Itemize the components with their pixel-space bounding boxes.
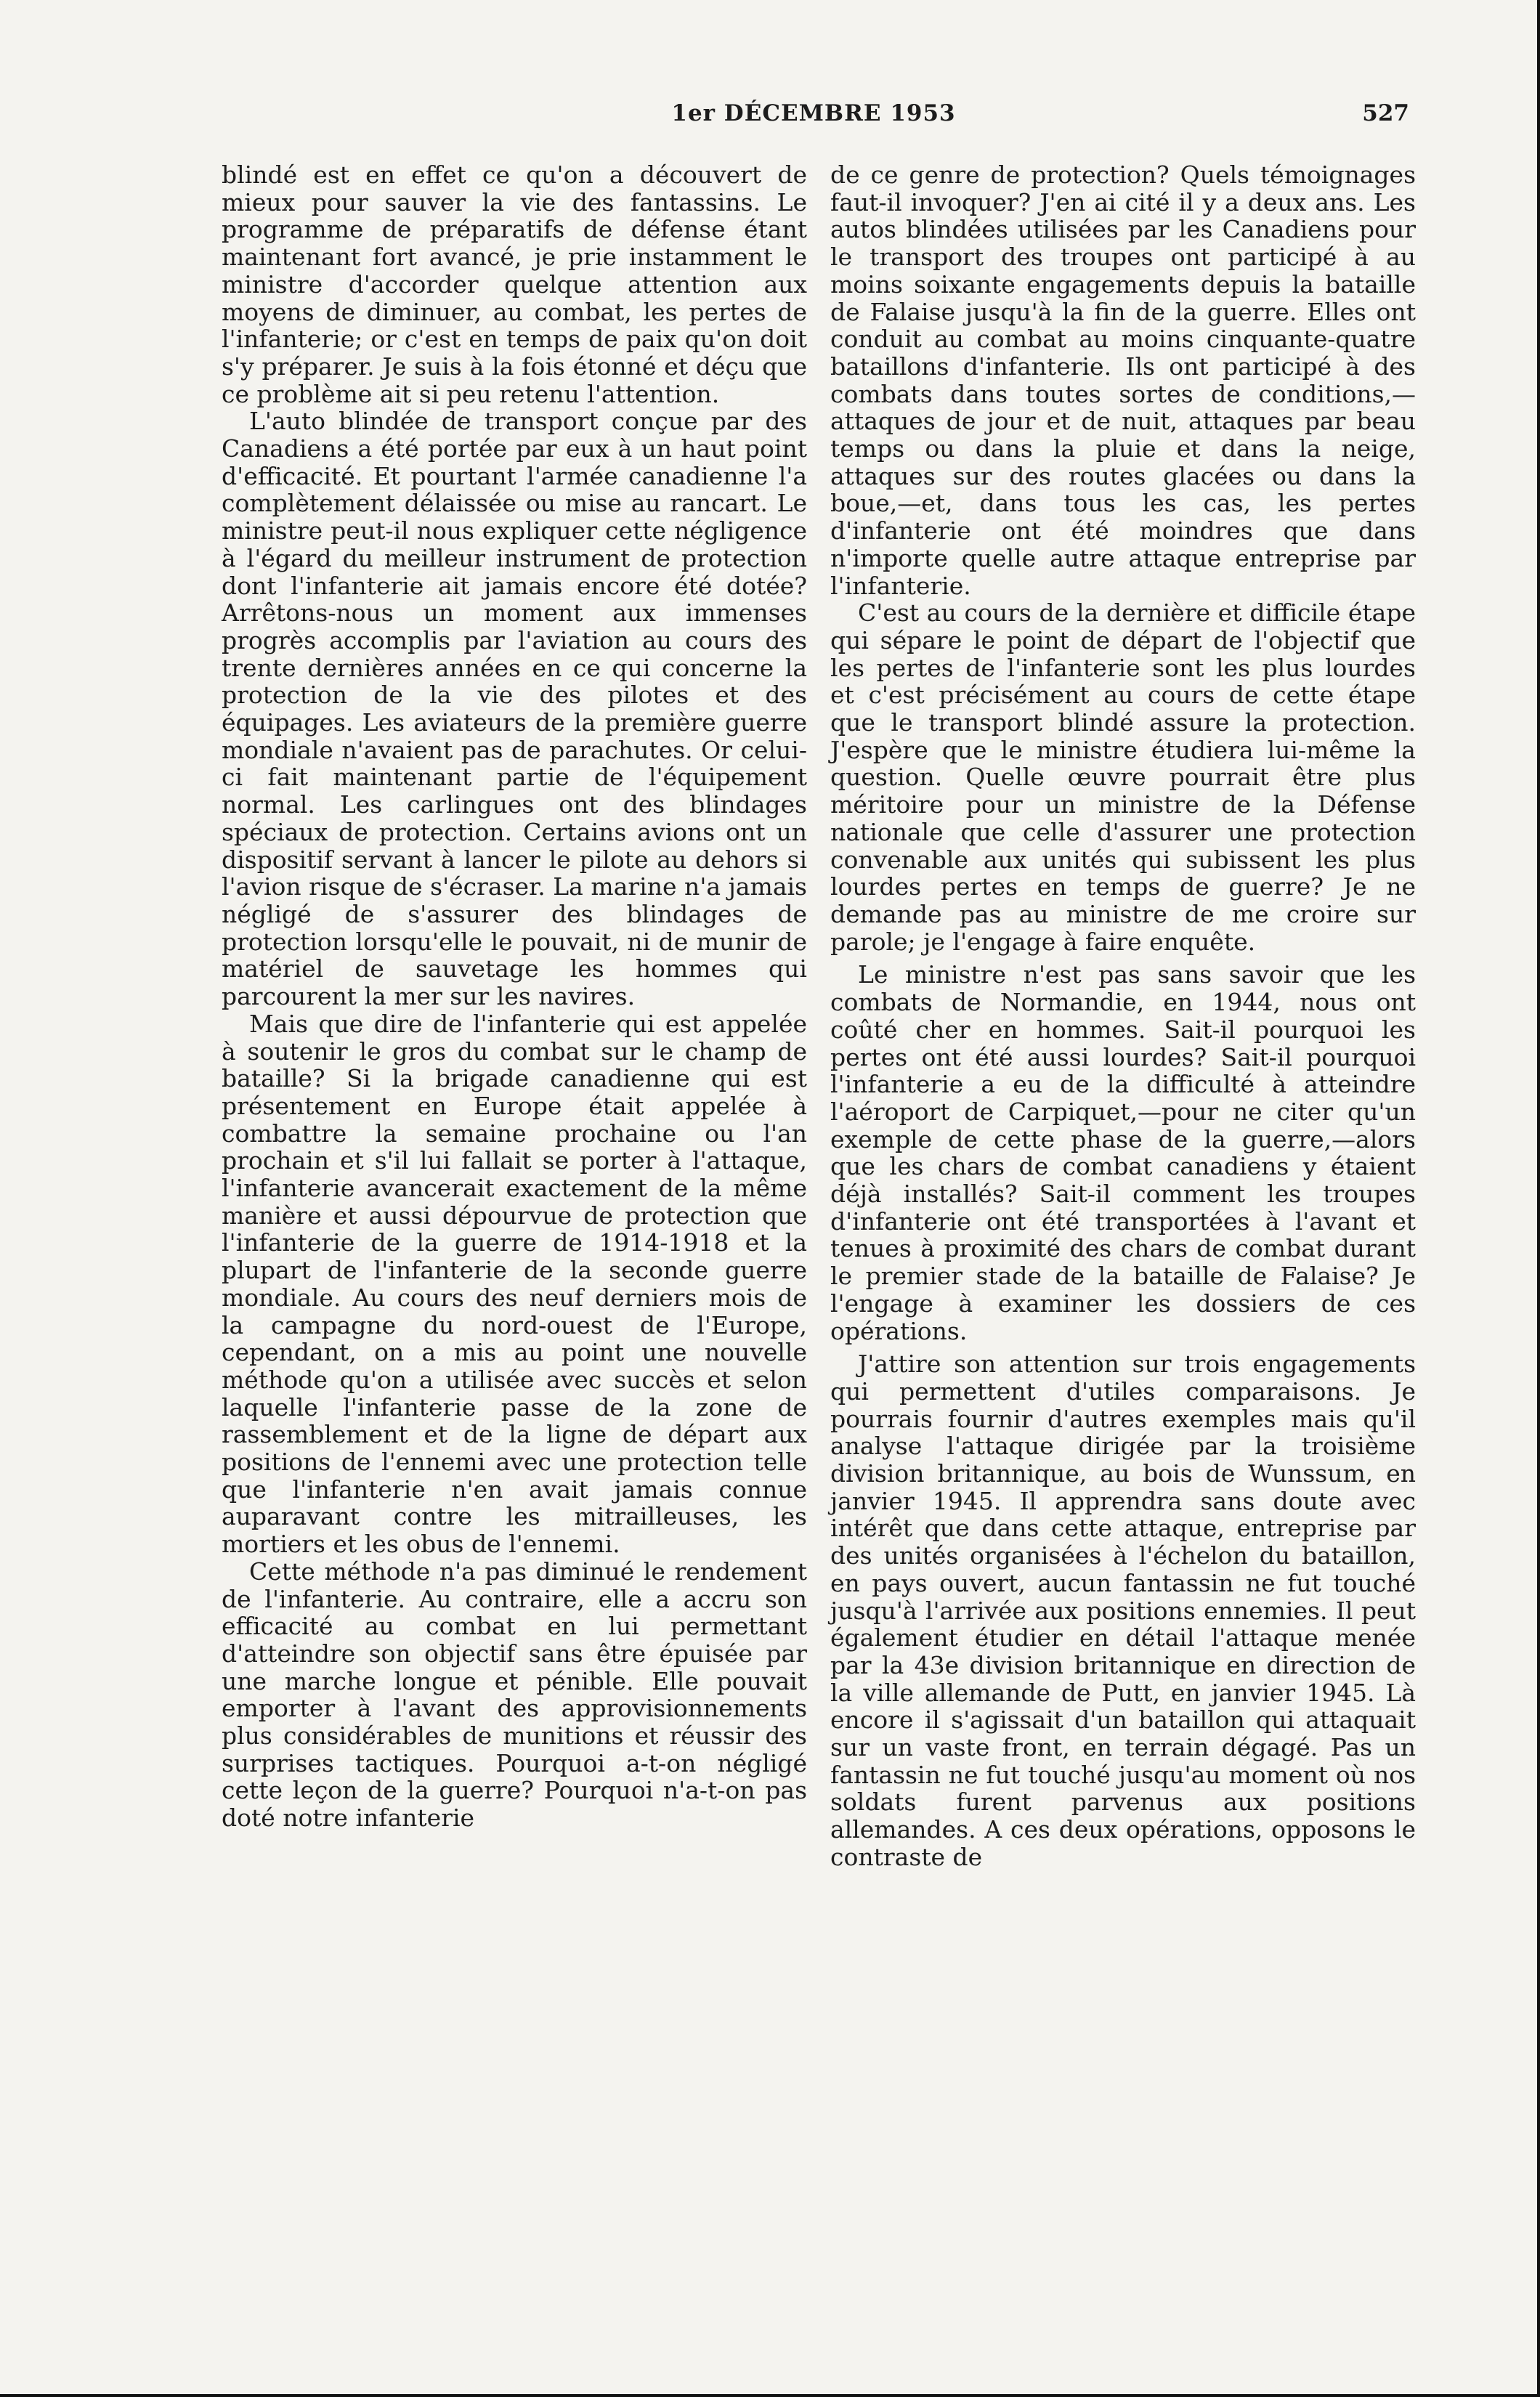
paragraph: C'est au cours de la dernière et difficile étape qui sépare le point de départ de l'objectif que les pertes de l'infanterie sont les plus lourdes et c'est précisément au cours de cette étape que le transport blindé assure la protection. J'espère que le ministre étudiera lui-même la question. Quelle œuvre pourrait être plus méritoire pour un ministre de la Défense nationale que celle d'assurer une protection convenable aux unités qui subissent les plus lourdes pertes en temps de guerre? Je ne demande pas au ministre de me croire sur parole; je l'engage à faire enquête. — [830, 599, 1416, 956]
paragraph: Mais que dire de l'infanterie qui est appelée à soutenir le gros du combat sur le champ de bataille? Si la brigade canadienne qui est présentement en Europe était appelée à combattre la semaine prochaine ou l'an prochain et s'il lui fallait se porter à l'attaque, l'infanterie avancerait exactement de la même manière et aussi dépourvue de protection que l'infanterie de la guerre de 1914-1918 et la plupart de l'infanterie de la seconde guerre mondiale. Au cours des neuf derniers mois de la campagne du nord-ouest de l'Europe, cependant, on a mis au point une nouvelle méthode qu'on a utilisée avec succès et selon laquelle l'infanterie passe de la zone de rassemblement et de la ligne de départ aux positions de l'ennemi avec une protection telle que l'infanterie n'en avait jamais connue auparavant contre les mitrailleuses, les mortiers et les obus de l'ennemi. — [222, 1009, 807, 1559]
paragraph: L'auto blindée de transport conçue par des Canadiens a été portée par eux à un haut point d'efficacité. Et pourtant l'armée canadienne l'a complètement délaissée ou mise au rancart. Le ministre peut-il nous expliquer cette négligence à l'égard du meilleur instrument de protection dont l'infanterie ait jamais encore été dotée? Arrêtons-nous un moment aux immenses progrès accomplis par l'aviation au cours des trente dernières années en ce qui concerne la protection de la vie des pilotes et des équipages. Les aviateurs de la première guerre mondiale n'avaient pas de parachutes. Or celui-ci fait maintenant partie de l'équipement normal. Les carlingues ont des blindages spéciaux de protection. Certains avions ont un dispositif servant à lancer le pilote au dehors si l'avion risque de s'écraser. La marine n'a jamais négligé de s'assurer des blindages de protection lorsqu'elle le pouvait, ni de munir de matériel de sauvetage les hommes qui parcourent la mer sur les navires. — [222, 407, 807, 1011]
page-number: 527 — [1362, 100, 1409, 126]
left-column — [222, 161, 807, 1832]
paragraph: Cette méthode n'a pas diminué le rendement de l'infanterie. Au contraire, elle a accru son efficacité au combat en lui permettant d'atteindre son objectif sans être épuisée par une marche longue et pénible. Elle pouvait emporter à l'avant des approvisionnements plus considérables de munitions et réussir des surprises tactiques. Pourquoi a-t-on négligé cette leçon de la guerre? Pourquoi n'a-t-on pas doté notre infanterie — [222, 1557, 807, 1833]
paragraph: Le ministre n'est pas sans savoir que les combats de Normandie, en 1944, nous ont coûté cher en hommes. Sait-il pourquoi les pertes ont été aussi lourdes? Sait-il pourquoi l'infanterie a eu de la difficulté à atteindre l'aéroport de Carpiquet,—pour ne citer qu'un exemple de cette phase de la guerre,—alors que les chars de combat canadiens y étaient déjà installés? Sait-il comment les troupes d'infanterie ont été transportées à l'avant et tenues à proximité des chars de combat durant le premier stade de la bataille de Falaise? Je l'engage à examiner les dossiers de ces opérations. — [830, 960, 1416, 1345]
paragraph: de ce genre de protection? Quels témoignages faut-il invoquer? J'en ai cité il y a deux ans. Les autos blindées utilisées par les Canadiens pour le transport des troupes ont participé à au moins soixante engagements depuis la bataille de Falaise jusqu'à la fin de la guerre. Elles ont conduit au combat au moins cinquante-quatre bataillons d'infanterie. Ils ont participé à des combats dans toutes sortes de conditions,—attaques de jour et de nuit, attaques par beau temps ou dans la pluie et dans la neige, attaques sur des routes glacées ou dans la boue,—et, dans tous les cas, les pertes d'infanterie ont été moindres que dans n'importe quelle autre attaque entreprise par l'infanterie. — [830, 161, 1416, 600]
paragraph: J'attire son attention sur trois engagements qui permettent d'utiles comparaisons. Je pourrais fournir d'autres exemples mais qu'il analyse l'attaque dirigée par la troisième division britannique, au bois de Wunssum, en janvier 1945. Il apprendra sans doute avec intérêt que dans cette attaque, entreprise par des unités organisées à l'échelon du bataillon, en pays ouvert, aucun fantassin ne fut touché jusqu'à l'arrivée aux positions ennemies. Il peut également étudier en détail l'attaque menée par la 43e division britannique en direction de la ville allemande de Putt, en janvier 1945. Là encore il s'agissait d'un bataillon qui attaquait sur un vaste front, en terrain dégagé. Pas un fantassin ne fut touché jusqu'au moment où nos soldats furent parvenus aux positions allemandes. A ces deux opérations, opposons le contraste de — [830, 1350, 1416, 1871]
scan-border-right — [1537, 0, 1540, 2397]
scan-border-bottom — [0, 2394, 1540, 2397]
right-column — [830, 161, 1416, 1871]
paragraph: blindé est en effet ce qu'on a découvert de mieux pour sauver la vie des fantassins. Le programme de préparatifs de défense étant maintenant fort avancé, je prie instamment le ministre d'accorder quelque attention aux moyens de diminuer, au combat, les pertes de l'infanterie; or c'est en temps de paix qu'on doit s'y préparer. Je suis à la fois étonné et déçu que ce problème ait si peu retenu l'attention. — [222, 161, 807, 408]
page-header — [218, 100, 1409, 129]
header-date: 1er DÉCEMBRE 1953 — [671, 100, 956, 126]
